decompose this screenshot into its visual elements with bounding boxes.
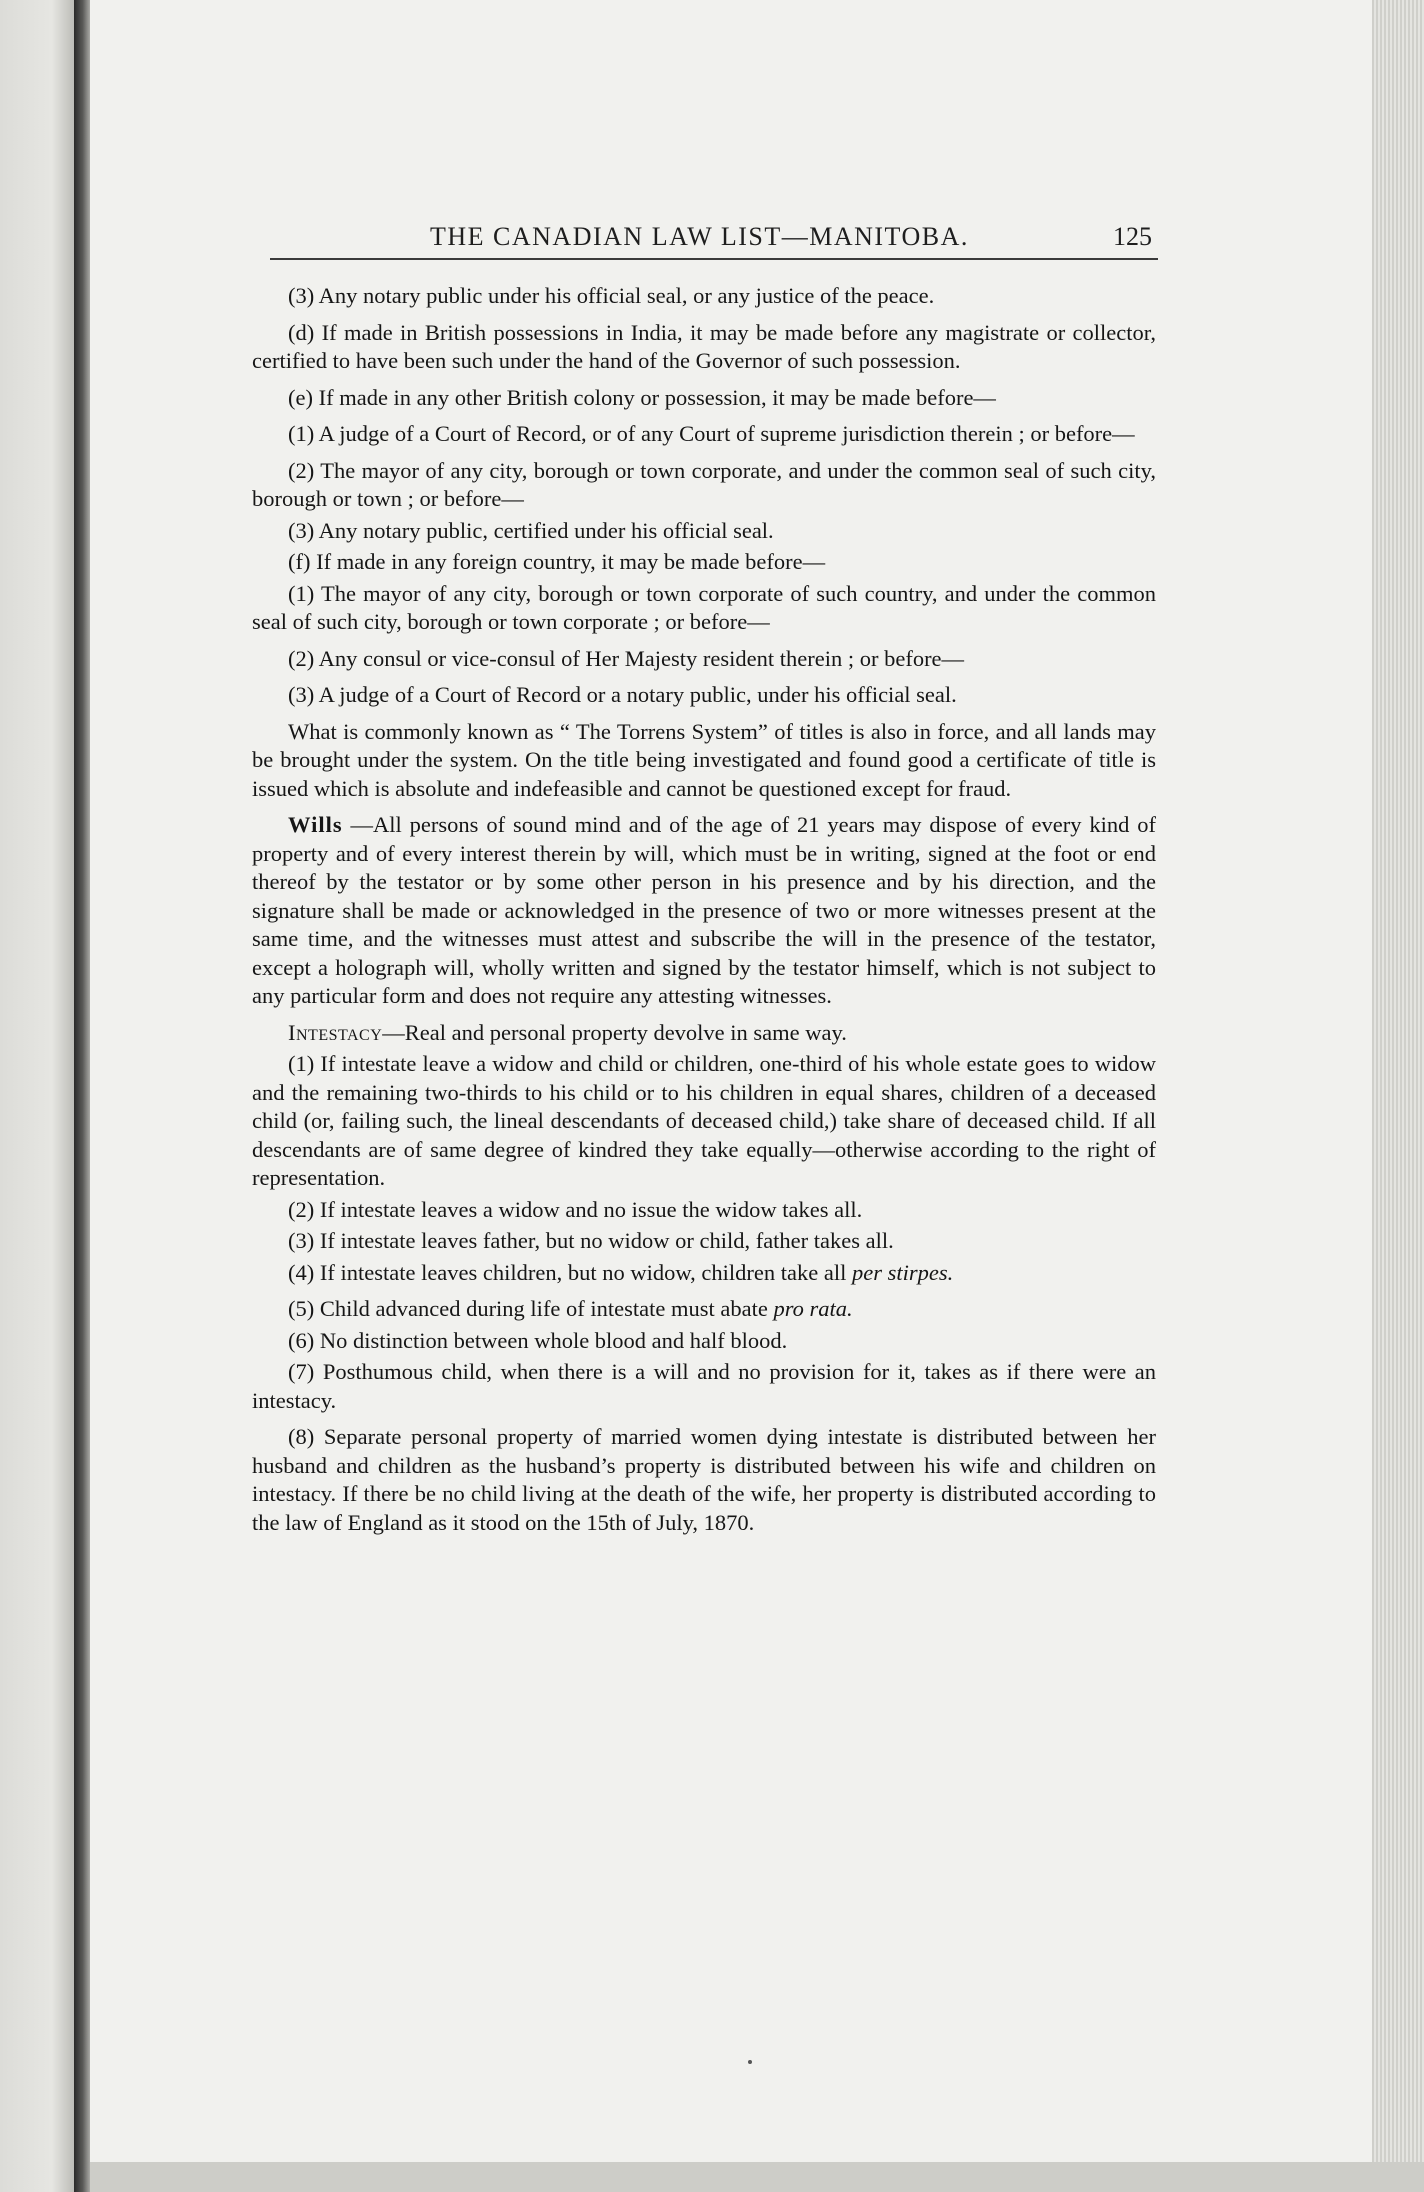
intestacy-item (252, 1259, 1156, 1288)
paragraph: (f) If made in any foreign country, it may be made before— (288, 549, 826, 574)
wills-heading: Wills (288, 812, 343, 837)
wills-paragraph (252, 811, 1156, 1011)
intestacy-item-italic: pro rata. (773, 1296, 853, 1321)
paragraph: (2) The mayor of any city, borough or town corporate, and under the common seal of such city, borough or town ; or before— (252, 457, 1156, 511)
intestacy-item-text: (2) If intestate leaves a widow and no issue the widow takes all. (288, 1196, 863, 1222)
intestacy-item-italic: per stirpes. (851, 1259, 954, 1285)
torrens-paragraph: What is commonly known as “ The Torrens System” of titles is also in force, and all lands may be brought under the system. On the title being investigated and found good a certificate of title is issued which is absolute and indefeasible and cannot be questioned except for fraud. (252, 718, 1156, 801)
intestacy-item-text: (1) If intestate leave a widow and child or children, one-third of his whole estate goes to widow and the remaining two-thirds to his child or to his children in equal shares, children of a deceased child (or, failing such, the lineal descendants of deceased child,) take share of deceased child. If all descendants are of same degree of kindred they take equally—otherwise according to the right of representation. (252, 1051, 1156, 1190)
page-edges (1372, 0, 1424, 2192)
page-bottom-edge (90, 2162, 1424, 2192)
print-speck (748, 2060, 752, 2064)
wills-text: —All persons of sound mind and of the age of 21 years may dispose of every kind of property and of every interest therein by will, which must be in writing, signed at the foot or end thereof by the testator or by some other person in his presence and by his direction, and the signature shall be made or acknowledged in the presence of two or more witnesses present at the same time, and the witnesses must attest and subscribe the will in the presence of the testator, except a holograph will, wholly written and signed by the testator himself, which is not subject to any particular form and does not require any attesting witnesses. (252, 812, 1156, 1008)
left-page-margin (0, 0, 74, 2192)
paragraph: (3) Any notary public under his official seal, or any justice of the peace. (288, 283, 935, 308)
intestacy-item (252, 1327, 1156, 1356)
intestacy-item-text: (8) Separate personal property of married women dying intestate is distributed between her husband and children as the husband’s property is distributed between his wife and children on intestacy. If there be no child living at the death of the wife, her property is distributed according to the law of England as it stood on the 15th of July, 1870. (252, 1424, 1156, 1535)
intestacy-item (252, 1423, 1156, 1537)
running-title: THE CANADIAN LAW LIST—MANITOBA. (430, 222, 969, 251)
page-number: 125 (1113, 222, 1152, 251)
paragraph: (3) Any notary public, certified under his official seal. (288, 517, 774, 543)
book-gutter (74, 0, 90, 2192)
intestacy-item-text: (6) No distinction between whole blood and half blood. (288, 1327, 788, 1353)
intestacy-item (252, 1050, 1156, 1193)
intestacy-item (252, 1358, 1156, 1415)
intestacy-item (252, 1227, 1156, 1256)
intestacy-item-text: (3) If intestate leaves father, but no widow or child, father takes all. (288, 1228, 894, 1253)
paragraph: (d) If made in British possessions in India, it may be made before any magistrate or collector, certified to have been such under the hand of the Governor of such possession. (252, 319, 1156, 373)
intestacy-item-text: (7) Posthumous child, when there is a will and no provision for it, takes as if there were an intestacy. (252, 1359, 1156, 1413)
intestacy-item (252, 1295, 1156, 1324)
intestacy-item (252, 1196, 1156, 1225)
header-rule (270, 258, 1158, 260)
paragraph: (1) A judge of a Court of Record, or of any Court of supreme jurisdiction therein ; or before— (288, 421, 1135, 446)
paragraph: (e) If made in any other British colony or possession, it may be made before— (288, 384, 996, 410)
intestacy-heading: Intestacy (288, 1019, 383, 1045)
page-header (270, 218, 1170, 262)
paragraph: (1) The mayor of any city, borough or town corporate of such country, and under the common seal of such city, borough or town corporate ; or before— (252, 580, 1156, 634)
page-body (252, 282, 1156, 1540)
intestacy-text: —Real and personal property devolve in same way. (382, 1019, 847, 1045)
paragraph: (2) Any consul or vice-consul of Her Majesty resident therein ; or before— (288, 645, 965, 671)
intestacy-paragraph (252, 1019, 1156, 1048)
intestacy-item-text: (5) Child advanced during life of intestate must abate (288, 1296, 774, 1321)
paragraph: (3) A judge of a Court of Record or a notary public, under his official seal. (288, 682, 957, 707)
intestacy-item-text: (4) If intestate leaves children, but no widow, children take all (288, 1259, 852, 1285)
